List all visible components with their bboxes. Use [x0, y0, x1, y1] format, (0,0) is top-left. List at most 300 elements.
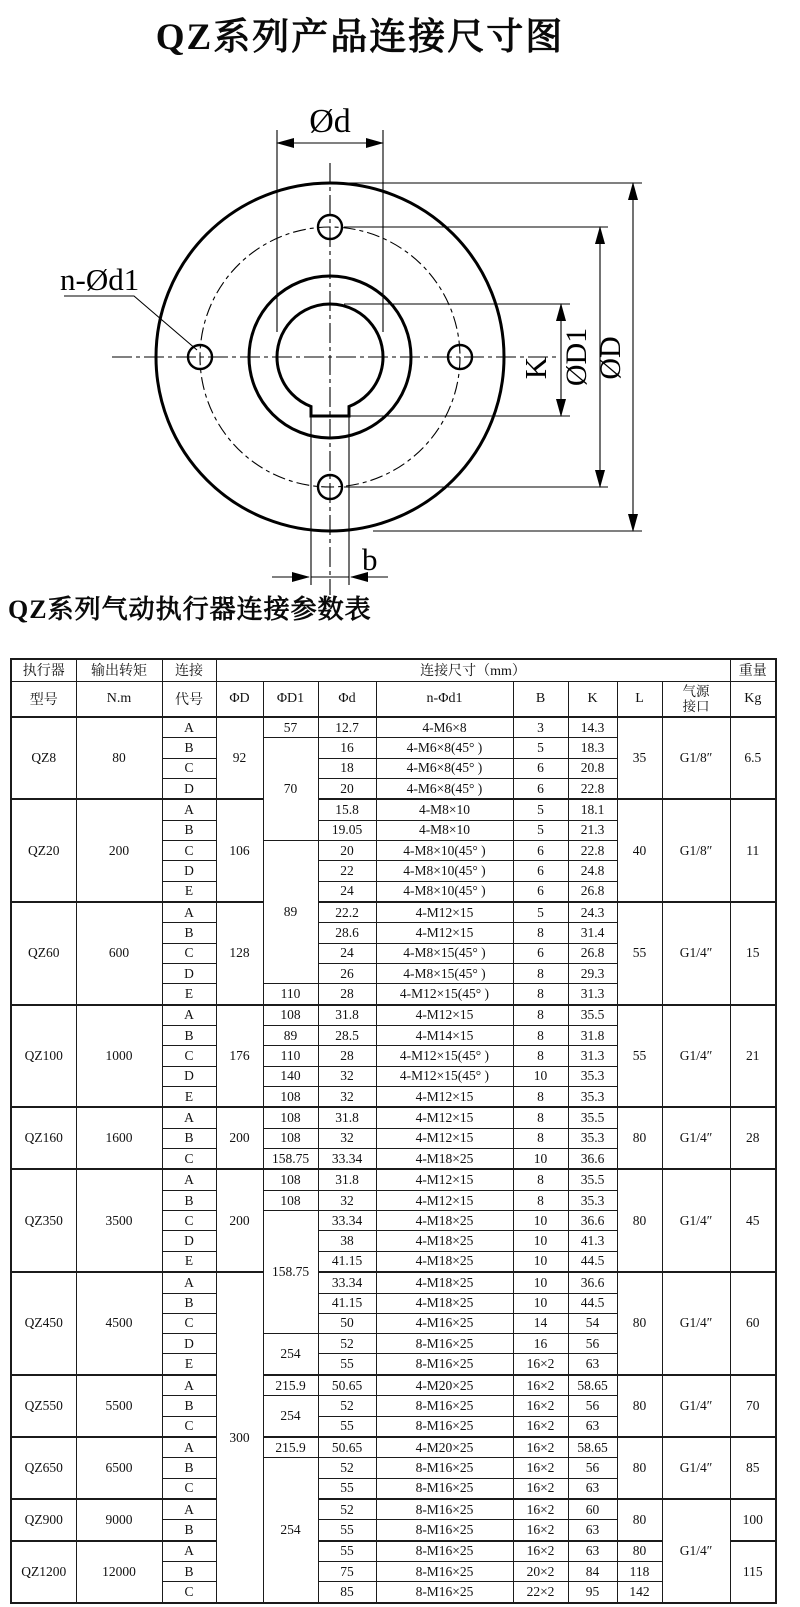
table-cell: 4-M12×15 — [376, 1169, 513, 1190]
table-cell: 31.4 — [568, 923, 617, 943]
table-cell: 16×2 — [513, 1520, 568, 1541]
table-cell: 8-M16×25 — [376, 1354, 513, 1375]
table-cell: QZ900 — [11, 1499, 76, 1541]
table-cell: 35.3 — [568, 1128, 617, 1148]
table-cell: 56 — [568, 1458, 617, 1478]
table-cell: 6 — [513, 943, 568, 963]
table-cell: 4-M8×10(45° ) — [376, 841, 513, 861]
table-cell: 16 — [513, 1334, 568, 1354]
table-row — [11, 1005, 776, 1026]
table-cell: 4-M8×10(45° ) — [376, 861, 513, 881]
table-cell: D — [162, 964, 216, 984]
table-cell: 110 — [263, 1046, 318, 1066]
table-cell: 215.9 — [263, 1375, 318, 1396]
header-torque: 输出转矩 — [76, 659, 162, 681]
table-cell: 35.3 — [568, 1087, 617, 1108]
table-cell: 10 — [513, 1272, 568, 1293]
table-cell: 26 — [318, 964, 376, 984]
table-cell: 8 — [513, 1169, 568, 1190]
table-cell: 8 — [513, 1107, 568, 1128]
table-cell: C — [162, 1149, 216, 1170]
table-cell: 4-M12×15 — [376, 1005, 513, 1026]
table-cell: 15 — [730, 902, 776, 1005]
table-cell: 4-M6×8(45° ) — [376, 778, 513, 799]
table-cell: 26.8 — [568, 881, 617, 902]
table-cell: 31.3 — [568, 1046, 617, 1066]
table-cell: 58.65 — [568, 1375, 617, 1396]
table-cell: 8 — [513, 984, 568, 1005]
table-cell: 5 — [513, 902, 568, 923]
table-cell: 6 — [513, 778, 568, 799]
table-cell: 10 — [513, 1293, 568, 1313]
header-dims-mm: 连接尺寸（mm） — [216, 659, 730, 681]
table-cell: B — [162, 738, 216, 758]
table-cell: 8 — [513, 923, 568, 943]
table-cell: 14.3 — [568, 717, 617, 738]
table-cell: 31.8 — [568, 1026, 617, 1046]
table-cell: 20 — [318, 778, 376, 799]
table-cell: E — [162, 881, 216, 902]
table-cell: E — [162, 1087, 216, 1108]
table-cell: 200 — [216, 1107, 263, 1169]
header-phid: Φd — [318, 681, 376, 717]
table-cell: 80 — [617, 1437, 662, 1499]
table-cell: 142 — [617, 1582, 662, 1603]
table-cell: 4-M12×15 — [376, 902, 513, 923]
table-cell: 115 — [730, 1541, 776, 1603]
table-cell: 45 — [730, 1169, 776, 1272]
table-cell: 21.3 — [568, 820, 617, 840]
connection-params-table — [10, 658, 777, 1604]
flange-diagram — [0, 95, 700, 595]
table-cell: 15.8 — [318, 799, 376, 820]
table-cell: QZ8 — [11, 717, 76, 799]
table-cell: B — [162, 1128, 216, 1148]
table-cell: 32 — [318, 1128, 376, 1148]
table-cell: 1000 — [76, 1005, 162, 1108]
table-cell: C — [162, 943, 216, 963]
header-actuator: 执行器 — [11, 659, 76, 681]
table-cell: 8-M16×25 — [376, 1582, 513, 1603]
table-cell: B — [162, 923, 216, 943]
b-label: b — [362, 542, 378, 577]
table-cell: 36.6 — [568, 1211, 617, 1231]
table-cell: 35.3 — [568, 1066, 617, 1086]
table-cell: 55 — [318, 1416, 376, 1437]
table-cell: 41.15 — [318, 1293, 376, 1313]
table-cell: C — [162, 1046, 216, 1066]
table-cell: 80 — [617, 1107, 662, 1169]
table-cell: 6 — [513, 841, 568, 861]
table-cell: 14 — [513, 1313, 568, 1333]
header-nm: N.m — [76, 681, 162, 717]
table-cell: 33.34 — [318, 1272, 376, 1293]
table-cell: 16 — [318, 738, 376, 758]
table-cell: C — [162, 1478, 216, 1499]
table-cell: 35 — [617, 717, 662, 799]
table-cell: 10 — [513, 1231, 568, 1251]
table-cell: 8-M16×25 — [376, 1520, 513, 1541]
table-cell: 41.3 — [568, 1231, 617, 1251]
table-cell: 44.5 — [568, 1251, 617, 1272]
table-cell: 1600 — [76, 1107, 162, 1169]
table-cell: 95 — [568, 1582, 617, 1603]
table-row — [11, 1107, 776, 1128]
table-cell: 80 — [617, 1375, 662, 1437]
table-cell: C — [162, 841, 216, 861]
table-cell: 8 — [513, 1046, 568, 1066]
table-cell: 200 — [76, 799, 162, 902]
table-cell: 18.3 — [568, 738, 617, 758]
table-cell: 20.8 — [568, 758, 617, 778]
table-cell: A — [162, 1437, 216, 1458]
table-cell: QZ60 — [11, 902, 76, 1005]
table-cell: 55 — [318, 1541, 376, 1562]
table-cell: 600 — [76, 902, 162, 1005]
table-cell: 52 — [318, 1458, 376, 1478]
page-title: QZ系列产品连接尺寸图 — [155, 17, 565, 58]
table-cell: 54 — [568, 1313, 617, 1333]
table-cell: 35.5 — [568, 1005, 617, 1026]
table-cell: 24 — [318, 881, 376, 902]
table-cell: 63 — [568, 1478, 617, 1499]
table-cell: 8 — [513, 1087, 568, 1108]
table-cell: 10 — [513, 1149, 568, 1170]
table-cell: 10 — [513, 1211, 568, 1231]
table-cell: 56 — [568, 1334, 617, 1354]
table-cell: 19.05 — [318, 820, 376, 840]
table-cell: 4-M18×25 — [376, 1211, 513, 1231]
header-kg: Kg — [730, 681, 776, 717]
table-cell: 32 — [318, 1190, 376, 1210]
table-cell: 50.65 — [318, 1437, 376, 1458]
table-cell: D — [162, 778, 216, 799]
table-cell: 60 — [568, 1499, 617, 1520]
table-cell: D — [162, 1231, 216, 1251]
table-cell: C — [162, 1416, 216, 1437]
table-cell: 44.5 — [568, 1293, 617, 1313]
table-cell: 32 — [318, 1066, 376, 1086]
table-cell: 16×2 — [513, 1458, 568, 1478]
table-cell: 6 — [513, 861, 568, 881]
table-cell: 300 — [216, 1272, 263, 1603]
table-cell: 28 — [318, 1046, 376, 1066]
table-cell: 18.1 — [568, 799, 617, 820]
table-title: QZ系列气动执行器连接参数表 — [8, 595, 372, 624]
table-cell: 22.8 — [568, 778, 617, 799]
table-cell: 70 — [263, 738, 318, 841]
table-cell: C — [162, 1313, 216, 1333]
table-cell: B — [162, 1520, 216, 1541]
table-cell: 22.2 — [318, 902, 376, 923]
table-cell: 8-M16×25 — [376, 1416, 513, 1437]
table-row — [11, 717, 776, 738]
header-row-1 — [11, 659, 776, 681]
table-cell: 4-M12×15 — [376, 1128, 513, 1148]
table-cell: 63 — [568, 1416, 617, 1437]
table-cell: B — [162, 1190, 216, 1210]
table-cell: 84 — [568, 1562, 617, 1582]
table-cell: 9000 — [76, 1499, 162, 1541]
table-cell: 20 — [318, 841, 376, 861]
table-cell: 16×2 — [513, 1375, 568, 1396]
table-cell: QZ20 — [11, 799, 76, 902]
table-cell: 4-M14×15 — [376, 1026, 513, 1046]
table-cell: 4-M18×25 — [376, 1293, 513, 1313]
header-phiD: ΦD — [216, 681, 263, 717]
table-cell: 35.5 — [568, 1169, 617, 1190]
table-cell: 26.8 — [568, 943, 617, 963]
table-cell: 24.3 — [568, 902, 617, 923]
table-cell: 12.7 — [318, 717, 376, 738]
table-cell: 35.3 — [568, 1190, 617, 1210]
table-cell: 4-M6×8 — [376, 717, 513, 738]
header-model: 型号 — [11, 681, 76, 717]
table-cell: 140 — [263, 1066, 318, 1086]
table-cell: QZ350 — [11, 1169, 76, 1272]
table-cell: 75 — [318, 1562, 376, 1582]
table-cell: 55 — [318, 1520, 376, 1541]
table-cell: 11 — [730, 799, 776, 902]
table-cell: A — [162, 717, 216, 738]
header-code: 代号 — [162, 681, 216, 717]
table-cell: 6 — [513, 758, 568, 778]
table-cell: 80 — [617, 1541, 662, 1562]
table-cell: 8-M16×25 — [376, 1541, 513, 1562]
table-cell: 4-M8×10(45° ) — [376, 881, 513, 902]
table-row — [11, 1272, 776, 1293]
table-cell: 55 — [318, 1478, 376, 1499]
table-cell: 29.3 — [568, 964, 617, 984]
table-cell: 200 — [216, 1169, 263, 1272]
table-cell: 6.5 — [730, 717, 776, 799]
table-cell: A — [162, 1541, 216, 1562]
table-cell: 80 — [617, 1272, 662, 1375]
table-row — [11, 1169, 776, 1190]
table-cell: 24 — [318, 943, 376, 963]
table-cell: 4-M18×25 — [376, 1149, 513, 1170]
table-cell: 4-M20×25 — [376, 1437, 513, 1458]
table-cell: 110 — [263, 984, 318, 1005]
table-cell: 176 — [216, 1005, 263, 1108]
table-cell: 40 — [617, 799, 662, 902]
table-cell: 28.6 — [318, 923, 376, 943]
table-cell: 89 — [263, 841, 318, 984]
table-cell: 8-M16×25 — [376, 1499, 513, 1520]
table-cell: 85 — [730, 1437, 776, 1499]
table-cell: 80 — [617, 1169, 662, 1272]
table-cell: 16×2 — [513, 1499, 568, 1520]
k-label: K — [518, 356, 553, 380]
table-cell: 108 — [263, 1087, 318, 1108]
table-cell: 35.5 — [568, 1107, 617, 1128]
table-cell: 31.8 — [318, 1169, 376, 1190]
table-cell: C — [162, 1211, 216, 1231]
header-air-port — [662, 681, 730, 717]
table-cell: 32 — [318, 1087, 376, 1108]
table-cell: 31.8 — [318, 1107, 376, 1128]
table-cell: A — [162, 1375, 216, 1396]
header-B: B — [513, 681, 568, 717]
table-cell: 16×2 — [513, 1416, 568, 1437]
table-cell: G1/4″ — [662, 902, 730, 1005]
table-cell: 52 — [318, 1334, 376, 1354]
table-cell: 16×2 — [513, 1354, 568, 1375]
table-cell: 108 — [263, 1169, 318, 1190]
table-cell: 28.5 — [318, 1026, 376, 1046]
table-cell: 106 — [216, 799, 263, 902]
table-row — [11, 902, 776, 923]
table-cell: 16×2 — [513, 1541, 568, 1562]
table-cell: 4-M12×15 — [376, 1087, 513, 1108]
table-cell: A — [162, 1499, 216, 1520]
table-row — [11, 1375, 776, 1396]
table-cell: 31.8 — [318, 1005, 376, 1026]
table-cell: B — [162, 1562, 216, 1582]
table-cell: 4-M8×10 — [376, 820, 513, 840]
table-cell: B — [162, 1458, 216, 1478]
n-od1-label: n-Ød1 — [60, 262, 140, 297]
table-cell: 4-M12×15 — [376, 923, 513, 943]
table-cell: E — [162, 1354, 216, 1375]
table-cell: A — [162, 1107, 216, 1128]
table-cell: 50 — [318, 1313, 376, 1333]
table-cell: 158.75 — [263, 1211, 318, 1334]
table-cell: 4-M16×25 — [376, 1313, 513, 1333]
header-air-line2: 接口 — [682, 698, 710, 714]
table-row — [11, 799, 776, 820]
table-cell: 16×2 — [513, 1437, 568, 1458]
table-cell: 55 — [617, 902, 662, 1005]
table-cell: 57 — [263, 717, 318, 738]
table-cell: 158.75 — [263, 1149, 318, 1170]
header-connection: 连接 — [162, 659, 216, 681]
table-cell: 4-M6×8(45° ) — [376, 758, 513, 778]
table-cell: 33.34 — [318, 1211, 376, 1231]
table-cell: G1/4″ — [662, 1272, 730, 1375]
table-cell: 254 — [263, 1396, 318, 1437]
table-cell: D — [162, 1334, 216, 1354]
table-cell: 4-M8×10 — [376, 799, 513, 820]
table-cell: G1/4″ — [662, 1169, 730, 1272]
table-cell: 4-M18×25 — [376, 1272, 513, 1293]
table-cell: QZ550 — [11, 1375, 76, 1437]
table-cell: E — [162, 984, 216, 1005]
table-cell: B — [162, 1026, 216, 1046]
table-cell: 8-M16×25 — [376, 1478, 513, 1499]
table-cell: QZ450 — [11, 1272, 76, 1375]
table-cell: 8 — [513, 964, 568, 984]
table-cell: 4-M12×15 — [376, 1190, 513, 1210]
table-cell: 56 — [568, 1396, 617, 1416]
table-cell: 108 — [263, 1107, 318, 1128]
table-cell: 4-M12×15 — [376, 1107, 513, 1128]
table-cell: G1/8″ — [662, 717, 730, 799]
table-cell: 5 — [513, 820, 568, 840]
table-cell: 92 — [216, 717, 263, 799]
table-cell: 4-M12×15(45° ) — [376, 1046, 513, 1066]
header-n-phid1: n-Φd1 — [376, 681, 513, 717]
table-cell: 10 — [513, 1066, 568, 1086]
table-cell: 10 — [513, 1251, 568, 1272]
table-cell: 58.65 — [568, 1437, 617, 1458]
table-cell: 4-M8×15(45° ) — [376, 943, 513, 963]
table-cell: 4-M12×15(45° ) — [376, 1066, 513, 1086]
table-cell: 70 — [730, 1375, 776, 1437]
table-cell: 38 — [318, 1231, 376, 1251]
table-cell: D — [162, 1066, 216, 1086]
table-cell: 4500 — [76, 1272, 162, 1375]
table-row — [11, 1499, 776, 1520]
table-cell: 55 — [617, 1005, 662, 1108]
table-cell: QZ100 — [11, 1005, 76, 1108]
table-cell: 108 — [263, 1005, 318, 1026]
table-cell: 85 — [318, 1582, 376, 1603]
table-cell: 21 — [730, 1005, 776, 1108]
table-cell: 22 — [318, 861, 376, 881]
table-cell: 8-M16×25 — [376, 1334, 513, 1354]
table-cell: G1/4″ — [662, 1107, 730, 1169]
table-cell: 22×2 — [513, 1582, 568, 1603]
table-cell: A — [162, 902, 216, 923]
table-cell: 63 — [568, 1541, 617, 1562]
table-cell: 6500 — [76, 1437, 162, 1499]
n-od1-leader-line — [64, 296, 197, 350]
table-cell: 4-M8×15(45° ) — [376, 964, 513, 984]
table-cell: 52 — [318, 1499, 376, 1520]
table-cell: B — [162, 820, 216, 840]
header-weight: 重量 — [730, 659, 776, 681]
table-cell: 20×2 — [513, 1562, 568, 1582]
table-cell: 8-M16×25 — [376, 1562, 513, 1582]
table-cell: A — [162, 1005, 216, 1026]
table-cell: 63 — [568, 1520, 617, 1541]
table-cell: 4-M18×25 — [376, 1251, 513, 1272]
table-cell: A — [162, 1169, 216, 1190]
table-cell: 254 — [263, 1334, 318, 1375]
table-cell: E — [162, 1251, 216, 1272]
table-cell: 8-M16×25 — [376, 1396, 513, 1416]
table-cell: G1/4″ — [662, 1499, 730, 1603]
table-cell: 50.65 — [318, 1375, 376, 1396]
table-cell: 254 — [263, 1458, 318, 1603]
table-cell: 4-M12×15(45° ) — [376, 984, 513, 1005]
table-cell: 41.15 — [318, 1251, 376, 1272]
odD-dim-label: ØD — [594, 336, 627, 380]
table-cell: C — [162, 758, 216, 778]
table-cell: G1/8″ — [662, 799, 730, 902]
table-cell: 16×2 — [513, 1478, 568, 1499]
table-row — [11, 1541, 776, 1562]
table-cell: 8 — [513, 1128, 568, 1148]
table-cell: 128 — [216, 902, 263, 1005]
header-row-2 — [11, 681, 776, 717]
table-head — [11, 659, 776, 717]
table-cell: A — [162, 1272, 216, 1293]
table-cell: G1/4″ — [662, 1437, 730, 1499]
table-cell: 28 — [730, 1107, 776, 1169]
table-cell: 5500 — [76, 1375, 162, 1437]
table-cell: 80 — [617, 1499, 662, 1541]
table-cell: 4-M6×8(45° ) — [376, 738, 513, 758]
table-cell: 100 — [730, 1499, 776, 1541]
table-cell: 108 — [263, 1128, 318, 1148]
table-cell: QZ160 — [11, 1107, 76, 1169]
table-body — [11, 717, 776, 1603]
table-cell: QZ1200 — [11, 1541, 76, 1603]
header-L: L — [617, 681, 662, 717]
table-cell: 31.3 — [568, 984, 617, 1005]
